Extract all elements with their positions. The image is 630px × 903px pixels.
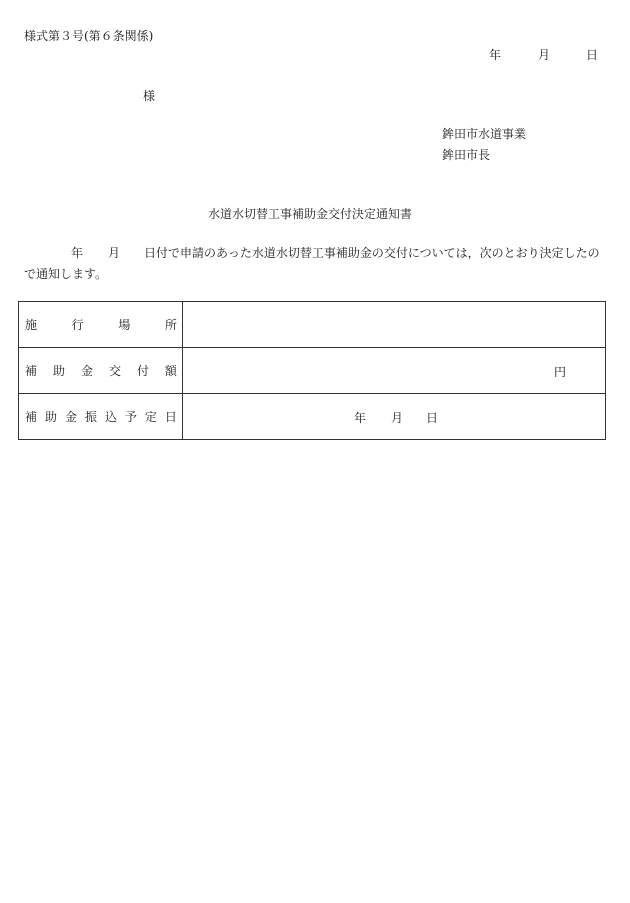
form-number: 様式第３号(第６条関係) — [24, 29, 154, 43]
transfer-month-label: 月 — [391, 411, 404, 425]
label-char: 補 — [25, 364, 38, 378]
label-char: 定 — [144, 410, 157, 424]
amount-value-cell[interactable] — [183, 348, 606, 394]
label-char: 額 — [164, 364, 177, 378]
label-char: 補 — [25, 410, 38, 424]
issuer-organization: 鉾田市水道事業 — [442, 127, 527, 141]
label-char: 場 — [118, 318, 131, 332]
label-char: 施 — [25, 318, 38, 332]
label-char: 振 — [84, 410, 97, 424]
label-char: 金 — [80, 364, 93, 378]
site-value-cell[interactable] — [183, 302, 606, 348]
addressee-honorific: 様 — [143, 89, 156, 103]
table-row-site — [19, 302, 606, 348]
body-year-label: 年 — [71, 246, 84, 260]
site-label-cell — [19, 302, 183, 348]
table-row-amount — [19, 348, 606, 394]
transfer-day-label: 日 — [426, 411, 439, 425]
table-row-transfer-date — [19, 394, 606, 440]
site-label — [19, 316, 182, 333]
label-char: 付 — [136, 364, 149, 378]
body-text-line-2: で通知します。 — [24, 267, 108, 281]
yen-unit: 円 — [554, 365, 567, 379]
issuer-mayor: 鉾田市長 — [442, 148, 491, 162]
body-text-line-1: 日付で申請のあった水道水切替工事補助金の交付については，次のとおり決定したの — [144, 246, 600, 260]
label-char: 金 — [64, 410, 77, 424]
transfer-date-label-cell — [19, 394, 183, 440]
label-char: 日 — [164, 410, 177, 424]
label-char: 助 — [44, 410, 57, 424]
transfer-date-value-cell[interactable] — [183, 394, 606, 440]
date-day-label: 日 — [586, 48, 599, 62]
date-month-label: 月 — [538, 48, 551, 62]
label-char: 交 — [108, 364, 121, 378]
label-char: 所 — [164, 318, 177, 332]
transfer-date-label — [19, 408, 182, 425]
info-table — [18, 301, 606, 440]
label-char: 込 — [104, 410, 117, 424]
label-char: 予 — [124, 410, 137, 424]
body-month-label: 月 — [108, 246, 121, 260]
label-char: 助 — [52, 364, 65, 378]
amount-label-cell — [19, 348, 183, 394]
document-title: 水道水切替工事補助金交付決定通知書 — [207, 207, 412, 221]
transfer-year-label: 年 — [354, 411, 367, 425]
date-year-label: 年 — [489, 48, 502, 62]
amount-label — [19, 362, 182, 379]
label-char: 行 — [71, 318, 84, 332]
